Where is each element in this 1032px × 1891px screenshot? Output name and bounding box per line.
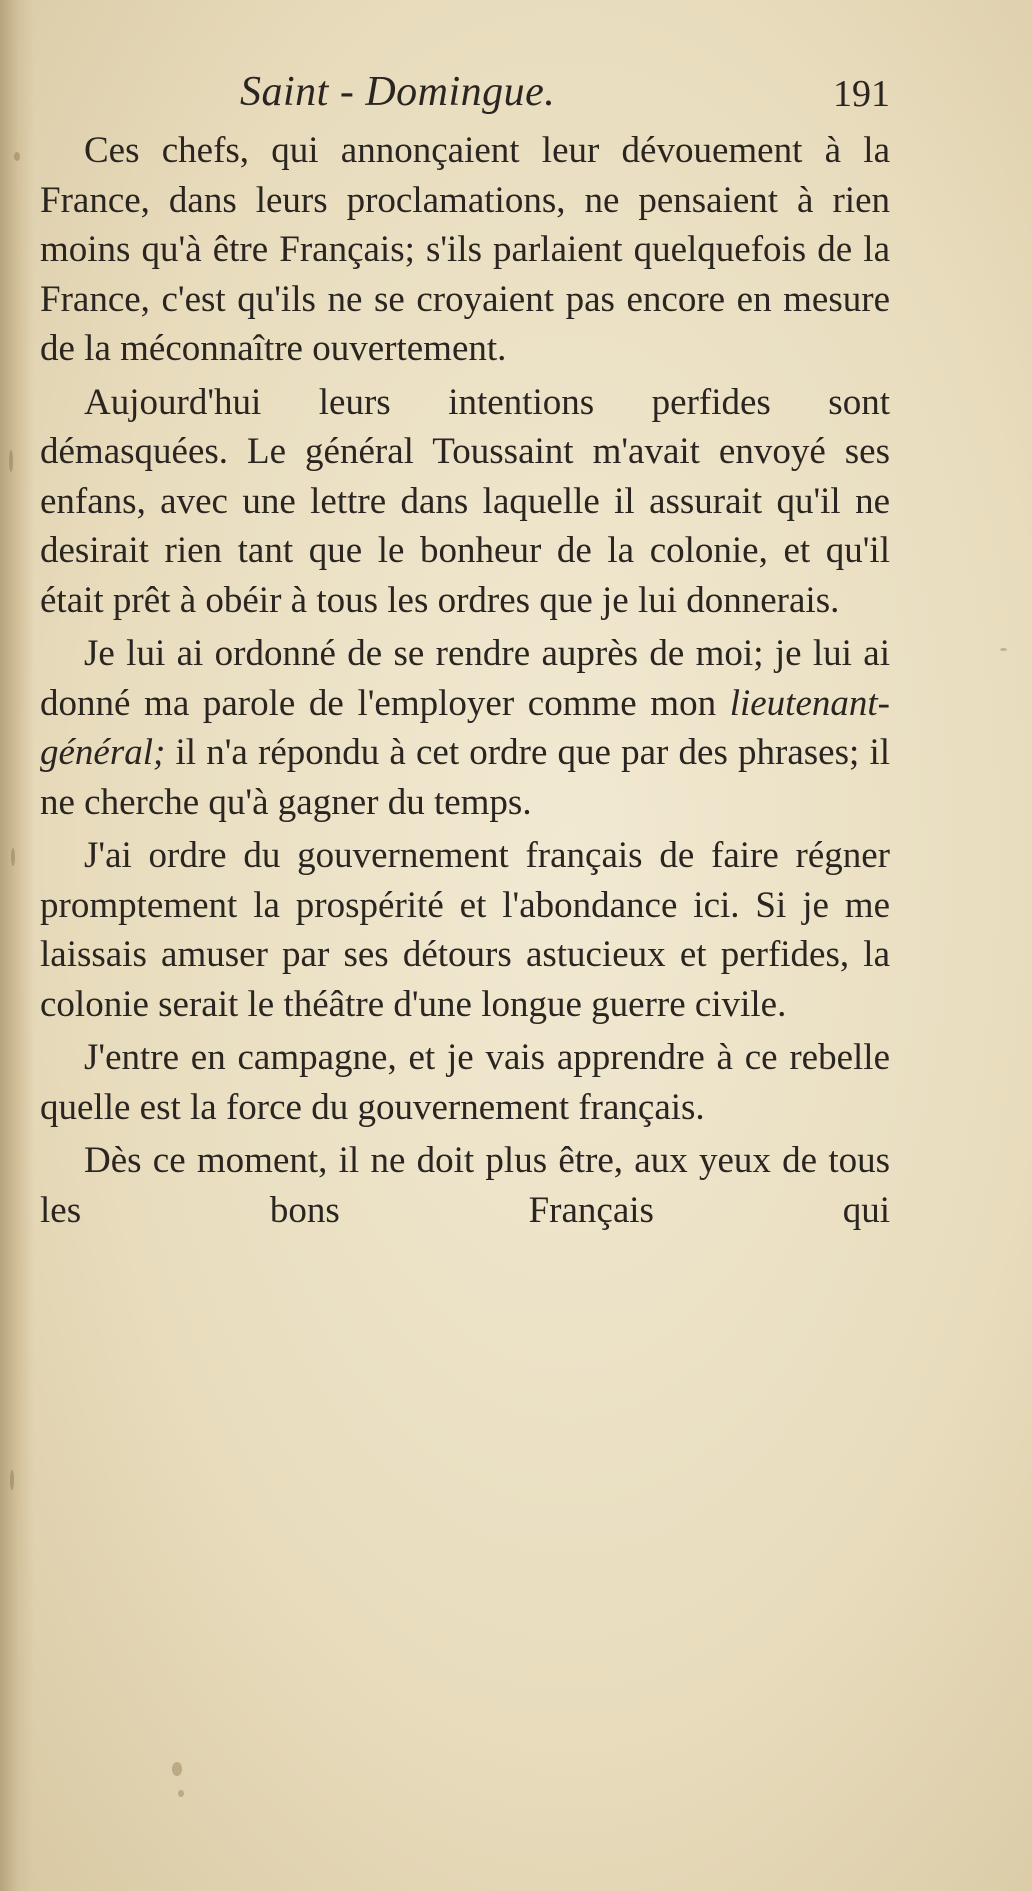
paragraph-text: J'ai ordre du gouvernement français de faire régner promptement la prospérité et l'abondance ici. Si je me laissais amuser par ses détours astucieux et perfides, la colonie serait le théâtre d'une longue guerre civile. [40,835,890,1025]
body-text [40,126,890,1239]
ink-spot [9,450,13,472]
ink-spot [10,1470,14,1490]
ink-spot [178,1790,184,1797]
paragraph [40,126,890,374]
ink-spot [14,152,20,161]
running-header [240,68,890,128]
page-gutter-shadow [0,0,34,1891]
paragraph-text: Dès ce moment, il ne doit plus être, aux yeux de tous les bons Français qui [40,1140,890,1231]
page-number: 191 [833,73,890,115]
paragraph-text: Je lui ai ordonné de se rendre auprès de moi; je lui ai donné ma parole de l'employer comme mon [40,633,890,724]
paragraph-text: Aujourd'hui leurs intentions perfides sont démasquées. Le général Toussaint m'avait envoyé ses enfans, avec une lettre dans laquelle il assurait qu'il ne desirait rien tant que le bonheur de la colonie, et qu'il était prêt à obéir à tous les ordres que je lui donnerais. [40,381,890,621]
paragraph-text: J'entre en campagne, et je vais apprendre à ce rebelle quelle est la force du gouvernement français. [40,1037,890,1128]
paragraph [40,831,890,1029]
paragraph [40,1033,890,1132]
paragraph-text: Ces chefs, qui annonçaient leur dévouement à la France, dans leurs proclamations, ne pensaient à rien moins qu'à être Français; s'ils parlaient quelquefois de la France, c'est qu'ils ne se croyaient pas encore en mesure de la méconnaître ouvertement. [40,130,890,369]
italic-term: lieutenant-général; [40,682,890,773]
ink-spot [1000,648,1007,651]
ink-spot [172,1762,182,1776]
paragraph [40,1136,890,1235]
paragraph [40,629,890,827]
paragraph [40,378,890,626]
running-title: Saint - Domingue. [240,69,556,115]
paragraph-text: il n'a répondu à cet ordre que par des phrases; il ne cherche qu'à gagner du temps. [40,732,890,823]
ink-spot [11,848,15,866]
